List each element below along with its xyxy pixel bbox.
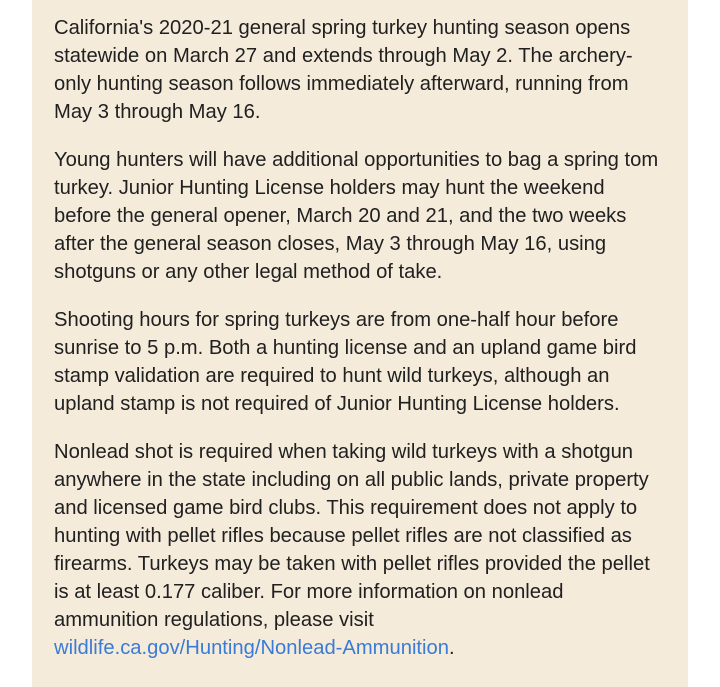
- nonlead-ammunition-link[interactable]: wildlife.ca.gov/Hunting/Nonlead-Ammunition: [54, 637, 449, 659]
- paragraph-shooting-hours: Shooting hours for spring turkeys are from one-half hour before sunrise to 5 p.m. Both a hunting license and an upland game bird stamp validation are required to hunt wild turkeys, although an upland stamp is not required of Junior Hunting License holders.: [54, 309, 637, 415]
- paragraph-season-dates: California's 2020-21 general spring turkey hunting season opens statewide on March 27 and extends through May 2. The archery-only hunting season follows immediately afterward, running from May 3 through May 16.: [54, 17, 633, 123]
- nonlead-shot-text: Nonlead shot is required when taking wild turkeys with a shotgun anywhere in the state including on all public lands, private property and licensed game bird clubs. This requirement does not apply to hunting with pellet rifles because pellet rifles are not classified as firearms. Turkeys may be taken with pellet rifles provided the pellet is at least 0.177 caliber. For more information on nonlead ammunition regulations, please visit: [54, 441, 650, 631]
- paragraph-young-hunters: Young hunters will have additional opportunities to bag a spring tom turkey. Junior Hunting License holders may hunt the weekend before the general opener, March 20 and 21, and the two weeks after the general season closes, May 3 through May 16, using shotguns or any other legal method of take.: [54, 149, 659, 283]
- link-trailing-period: .: [448, 637, 455, 659]
- article-panel: [32, 0, 688, 687]
- paragraph-nonlead-shot: [54, 438, 666, 662]
